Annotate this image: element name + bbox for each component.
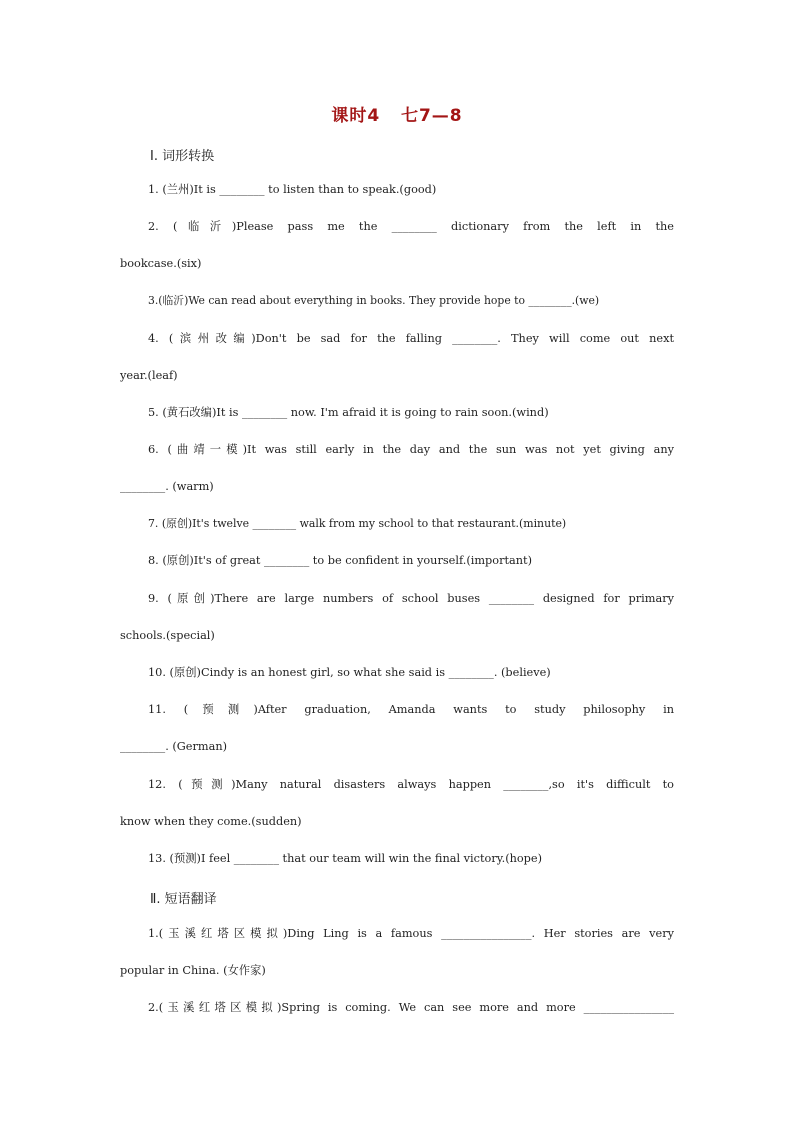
exercise-line-9: 9. (原创)There are large numbers of school buses ________ designed for primary [148,592,674,605]
section-heading-word-forms: Ⅰ. 词形转换 [150,149,215,164]
exercise-line-7: 7. (原创)It's twelve ________ walk from my school to that restaurant.(minute) [148,517,567,530]
exercise-line-11: 11. (预测)After graduation, Amanda wants to study philosophy in [148,703,674,716]
exercise-line-12-cont: know when they come.(sudden) [120,815,302,828]
translation-line-1-cont: popular in China. (女作家) [120,964,266,977]
exercise-line-3: 3.(临沂)We can read about everything in books. They provide hope to ________.(we) [148,294,600,307]
exercise-line-1: 1. (兰州)It is ________ to listen than to speak.(good) [148,183,437,196]
exercise-line-2-cont: bookcase.(six) [120,257,202,270]
exercise-line-12: 12. (预测)Many natural disasters always happen ________,so it's difficult to [148,778,674,791]
exercise-line-4: 4. (滨州改编)Don't be sad for the falling ________. They will come out next [148,332,674,345]
exercise-line-11-cont: ________. (German) [120,740,228,753]
translation-line-1: 1.(玉溪红塔区模拟)Ding Ling is a famous ________________. Her stories are very [148,927,674,940]
exercise-line-13: 13. (预测)I feel ________ that our team will win the final victory.(hope) [148,852,543,865]
exercise-line-9-cont: schools.(special) [120,629,215,642]
exercise-line-2: 2. (临沂)Please pass me the ________ dictionary from the left in the [148,220,674,233]
exercise-line-6: 6. (曲靖一模)It was still early in the day and the sun was not yet giving any [148,443,674,456]
exercise-line-4-cont: year.(leaf) [120,369,178,382]
page-title: 课时4 七7—8 [331,106,463,126]
translation-line-2: 2.(玉溪红塔区模拟)Spring is coming. We can see more and more ________________ [148,1001,674,1014]
exercise-line-8: 8. (原创)It's of great ________ to be confident in yourself.(important) [148,554,532,567]
exercise-line-6-cont: ________. (warm) [120,480,214,493]
section-heading-phrase-translation: Ⅱ. 短语翻译 [150,892,217,907]
exercise-line-5: 5. (黄石改编)It is ________ now. I'm afraid it is going to rain soon.(wind) [148,406,549,419]
exercise-line-10: 10. (原创)Cindy is an honest girl, so what she said is ________. (believe) [148,666,551,679]
